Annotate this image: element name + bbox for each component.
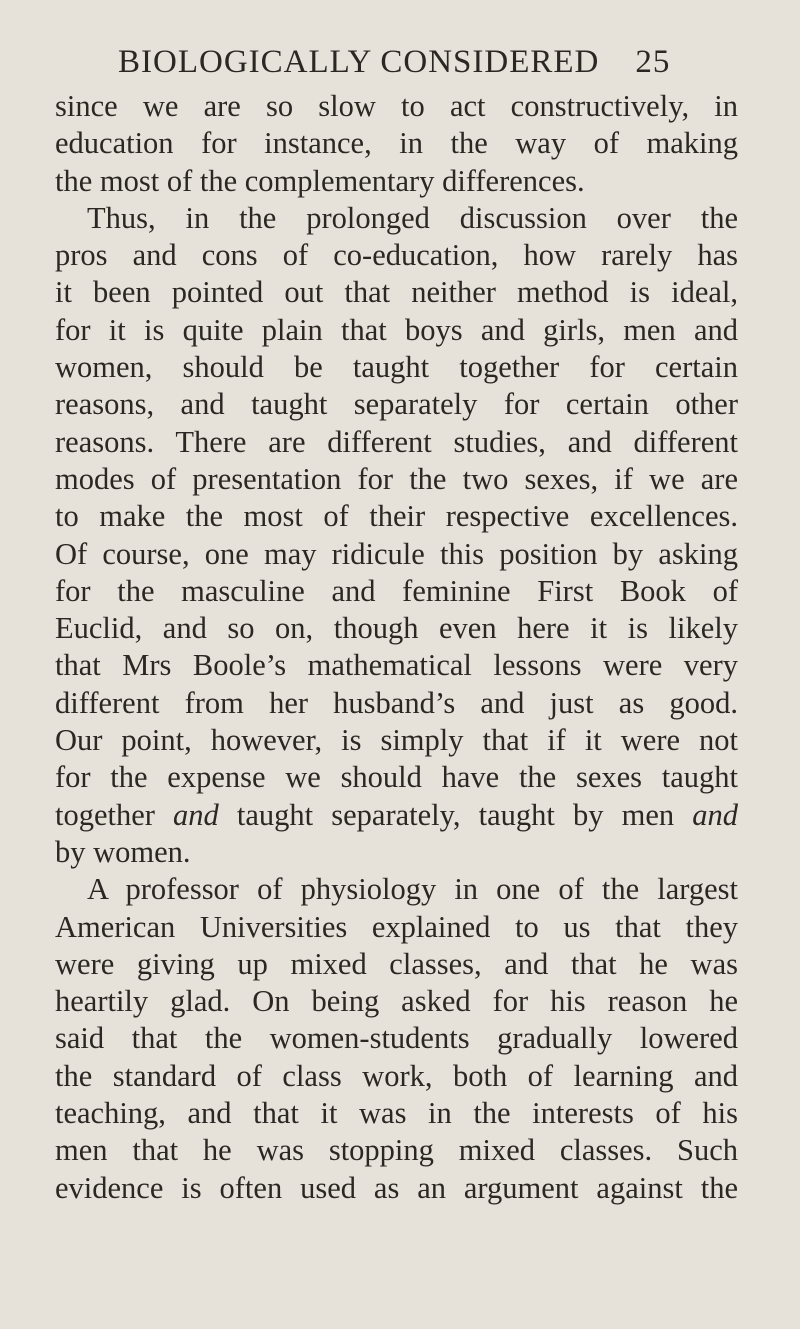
text-line: Euclid, and so on, though even here it is likely: [55, 611, 738, 646]
text-line: the most of the complementary differences.: [55, 163, 585, 198]
text-line: reasons, and taught separately for certain other: [55, 387, 738, 422]
running-title: BIOLOGICALLY CONSIDERED: [118, 44, 600, 80]
text-line: it been pointed out that neither method is ideal,: [55, 275, 738, 310]
text-line: were giving up mixed classes, and that he was: [55, 946, 738, 981]
text-line: American Universities explained to us that they: [55, 909, 738, 944]
text-line: said that the women-students gradually lowered: [55, 1021, 738, 1056]
running-header: [118, 42, 718, 82]
text-line: for the expense we should have the sexes taught: [55, 760, 738, 795]
page-number: 25: [635, 44, 671, 80]
text-line: modes of presentation for the two sexes, if we are: [55, 461, 738, 496]
text-line: men that he was stopping mixed classes. Such: [55, 1133, 738, 1168]
text-line: teaching, and that it was in the interests of his: [55, 1096, 738, 1131]
text-line: heartily glad. On being asked for his reason he: [55, 984, 738, 1019]
text-line: since we are so slow to act constructively, in: [55, 89, 738, 123]
text-line: education for instance, in the way of making: [55, 126, 738, 161]
text-line: to make the most of their respective excellences.: [55, 499, 738, 534]
text-line: Of course, one may ridicule this position by asking: [55, 536, 738, 571]
body-text: [55, 88, 738, 1207]
text-line: A professor of physiology in one of the largest: [87, 872, 738, 907]
text-line: Our point, however, is simply that if it were not: [55, 723, 738, 758]
text-line: Thus, in the prolonged discussion over the: [87, 200, 738, 235]
text-line: different from her husband’s and just as good.: [55, 685, 738, 720]
text-line: by women.: [55, 834, 191, 869]
text-line: pros and cons of co-education, how rarely has: [55, 238, 738, 273]
text-line: women, should be taught together for certain: [55, 350, 738, 385]
text-line: for it is quite plain that boys and girls, men and: [55, 312, 738, 347]
text-line: reasons. There are different studies, and different: [55, 424, 738, 459]
text-line: for the masculine and feminine First Book of: [55, 573, 738, 608]
text-line: that Mrs Boole’s mathematical lessons were very: [55, 648, 738, 683]
text-line: evidence is often used as an argument against the: [55, 1170, 738, 1205]
text-line: together and taught separately, taught by men and: [55, 797, 738, 832]
text-line: the standard of class work, both of learning and: [55, 1058, 738, 1093]
